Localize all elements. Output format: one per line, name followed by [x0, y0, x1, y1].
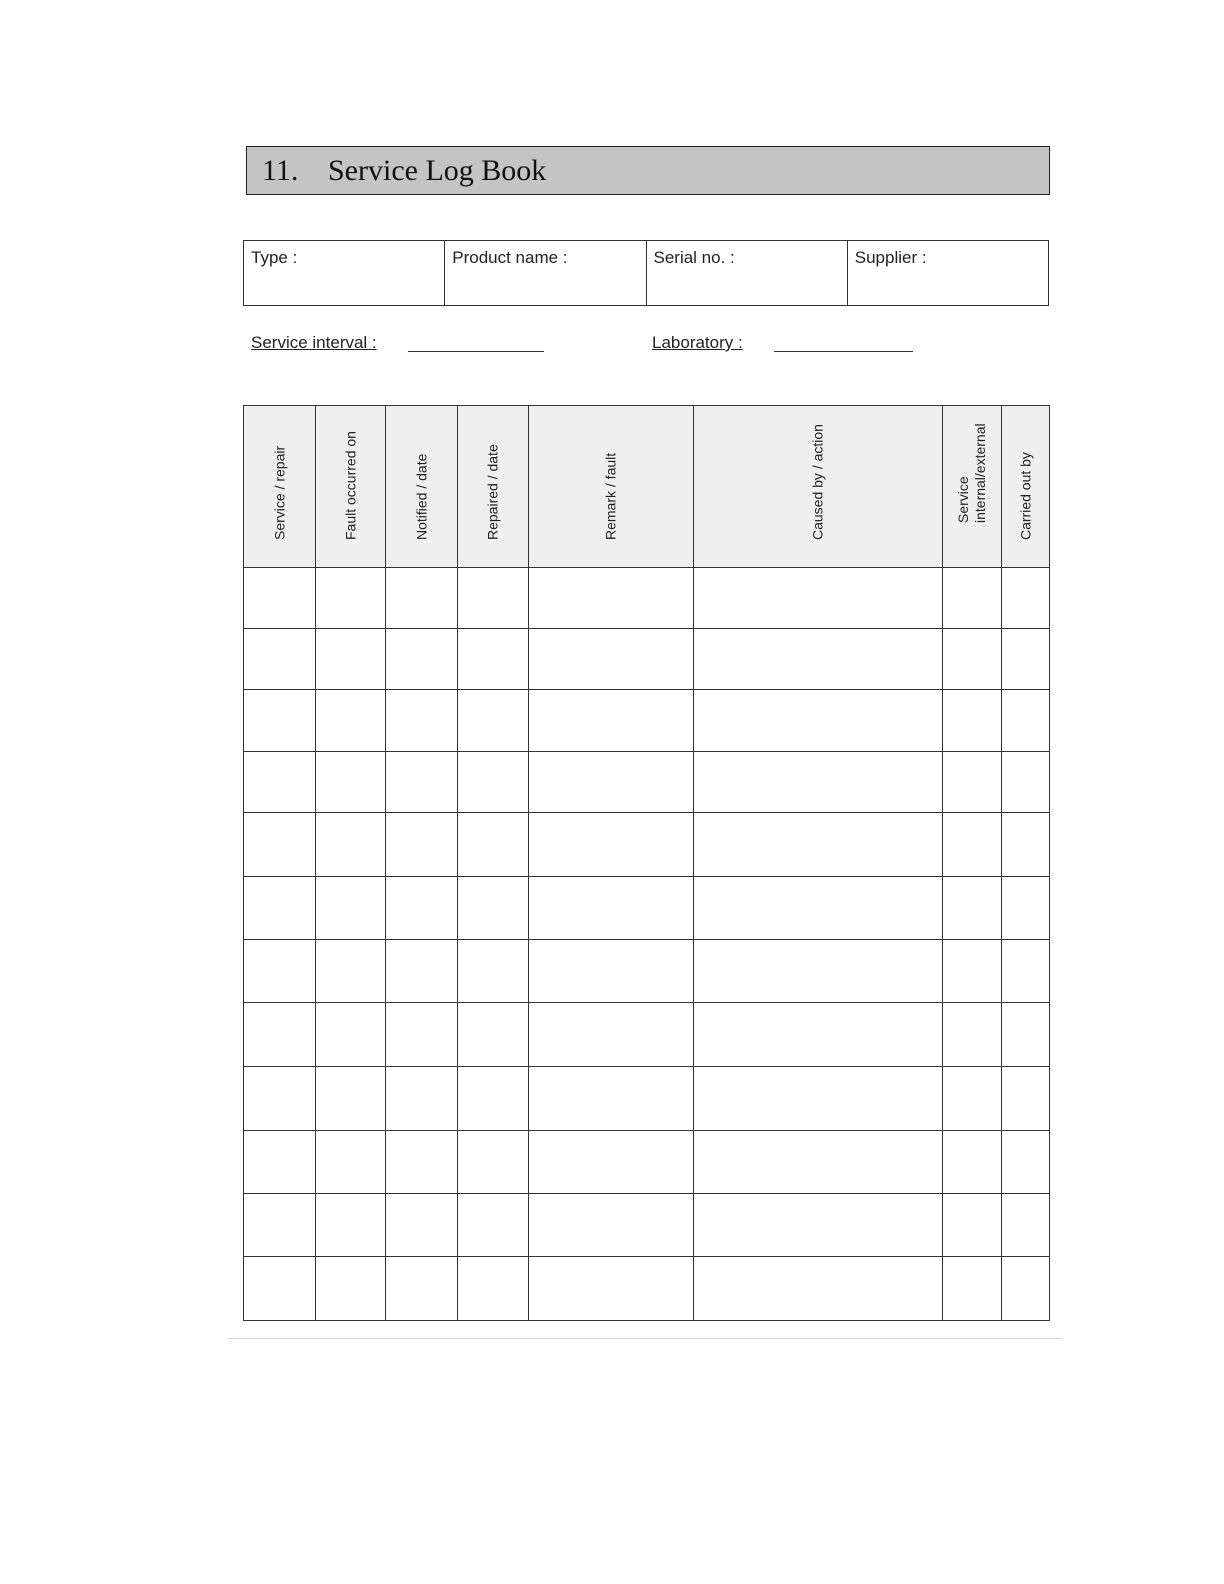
log-cell[interactable]: [386, 690, 458, 752]
log-cell[interactable]: [316, 568, 386, 629]
log-cell[interactable]: [244, 752, 316, 813]
log-cell[interactable]: [943, 629, 1002, 690]
col-label-remark-fault: Remark / fault: [602, 452, 619, 540]
log-cell[interactable]: [386, 1131, 458, 1194]
product-name-label: Product name :: [452, 248, 568, 267]
log-row: [244, 1003, 1050, 1067]
log-cell[interactable]: [529, 813, 694, 877]
log-cell[interactable]: [244, 1131, 316, 1194]
log-cell[interactable]: [943, 940, 1002, 1003]
log-cell[interactable]: [1002, 1131, 1050, 1194]
log-cell[interactable]: [943, 1194, 1002, 1257]
log-cell[interactable]: [386, 877, 458, 940]
col-label-carried-out-by: Carried out by: [1017, 452, 1033, 540]
log-cell[interactable]: [386, 568, 458, 629]
log-cell[interactable]: [943, 690, 1002, 752]
log-row: [244, 877, 1050, 940]
log-cell[interactable]: [943, 568, 1002, 629]
col-header-service-repair: [244, 406, 316, 568]
col-label-fault-occurred: Fault occurred on: [342, 431, 358, 540]
service-log-table: [243, 405, 1050, 1321]
log-cell[interactable]: [458, 813, 529, 877]
log-cell[interactable]: [694, 813, 943, 877]
service-interval-label-wrap: [251, 333, 377, 353]
log-cell[interactable]: [386, 940, 458, 1003]
log-cell[interactable]: [316, 1194, 386, 1257]
log-cell[interactable]: [694, 940, 943, 1003]
log-cell[interactable]: [386, 813, 458, 877]
log-cell[interactable]: [316, 1131, 386, 1194]
log-cell[interactable]: [529, 1131, 694, 1194]
log-cell[interactable]: [458, 752, 529, 813]
log-row: [244, 813, 1050, 877]
log-cell[interactable]: [458, 1194, 529, 1257]
log-cell[interactable]: [694, 1003, 943, 1067]
section-number: 11.: [262, 153, 299, 187]
log-cell[interactable]: [316, 940, 386, 1003]
log-cell[interactable]: [694, 568, 943, 629]
log-cell[interactable]: [694, 752, 943, 813]
log-cell[interactable]: [244, 813, 316, 877]
log-cell[interactable]: [244, 1067, 316, 1131]
log-cell[interactable]: [529, 1194, 694, 1257]
log-cell[interactable]: [244, 690, 316, 752]
col-label-repaired-date: Repaired / date: [484, 444, 501, 540]
log-cell[interactable]: [458, 1003, 529, 1067]
log-row: [244, 1131, 1050, 1194]
log-cell[interactable]: [529, 690, 694, 752]
service-interval-input[interactable]: [408, 351, 544, 352]
log-cell[interactable]: [458, 568, 529, 629]
col-header-service-internal-external: [943, 406, 1002, 568]
log-cell[interactable]: [694, 1067, 943, 1131]
laboratory-label: Laboratory :: [652, 333, 743, 352]
log-cell[interactable]: [529, 752, 694, 813]
supplier-field[interactable]: [848, 241, 1048, 305]
log-cell[interactable]: [943, 1003, 1002, 1067]
log-cell[interactable]: [529, 1003, 694, 1067]
log-cell[interactable]: [1002, 629, 1050, 690]
log-cell[interactable]: [458, 877, 529, 940]
log-cell[interactable]: [694, 877, 943, 940]
log-cell[interactable]: [244, 1257, 316, 1321]
log-cell[interactable]: [244, 1003, 316, 1067]
log-cell[interactable]: [1002, 690, 1050, 752]
col-header-notified-date: [386, 406, 458, 568]
log-cell[interactable]: [316, 690, 386, 752]
col-label-service-repair: Service / repair: [271, 445, 287, 540]
log-cell[interactable]: [1002, 568, 1050, 629]
log-cell[interactable]: [943, 1257, 1002, 1321]
serial-no-field[interactable]: [647, 241, 848, 305]
laboratory-label-wrap: [652, 333, 743, 353]
log-cell[interactable]: [943, 1131, 1002, 1194]
log-cell[interactable]: [244, 629, 316, 690]
col-label-service-internal-external: Service internal/external: [955, 423, 988, 523]
log-cell[interactable]: [386, 752, 458, 813]
log-cell[interactable]: [458, 1131, 529, 1194]
log-cell[interactable]: [943, 813, 1002, 877]
log-cell[interactable]: [529, 940, 694, 1003]
laboratory-input[interactable]: [774, 351, 913, 352]
log-cell[interactable]: [529, 629, 694, 690]
section-title-bar: [246, 146, 1050, 195]
log-cell[interactable]: [316, 813, 386, 877]
log-cell[interactable]: [943, 752, 1002, 813]
log-cell[interactable]: [386, 1257, 458, 1321]
log-cell[interactable]: [694, 1194, 943, 1257]
log-cell[interactable]: [386, 1003, 458, 1067]
log-cell[interactable]: [458, 1257, 529, 1321]
log-cell[interactable]: [458, 1067, 529, 1131]
log-cell[interactable]: [244, 940, 316, 1003]
log-cell[interactable]: [386, 1194, 458, 1257]
log-cell[interactable]: [1002, 1194, 1050, 1257]
col-header-fault-occurred: [316, 406, 386, 568]
service-interval-label: Service interval :: [251, 333, 377, 352]
type-label: Type :: [251, 248, 298, 267]
product-name-field[interactable]: [445, 241, 646, 305]
log-cell[interactable]: [458, 690, 529, 752]
log-body: [244, 568, 1050, 1321]
supplier-label: Supplier :: [854, 248, 927, 267]
log-cell[interactable]: [316, 1257, 386, 1321]
col-label-notified-date: Notified / date: [413, 453, 429, 540]
col-header-caused-by-action: [694, 406, 943, 568]
log-cell[interactable]: [386, 629, 458, 690]
serial-no-label: Serial no. :: [653, 248, 735, 267]
log-row: [244, 752, 1050, 813]
log-row: [244, 568, 1050, 629]
log-cell[interactable]: [529, 1067, 694, 1131]
col-header-repaired-date: [458, 406, 529, 568]
log-cell[interactable]: [458, 629, 529, 690]
log-row: [244, 690, 1050, 752]
log-cell[interactable]: [529, 877, 694, 940]
col-header-remark-fault: [529, 406, 694, 568]
log-cell[interactable]: [694, 690, 943, 752]
log-row: [244, 940, 1050, 1003]
type-field[interactable]: [244, 241, 445, 305]
col-header-carried-out-by: [1002, 406, 1050, 568]
log-cell[interactable]: [529, 568, 694, 629]
log-cell[interactable]: [529, 1257, 694, 1321]
log-row: [244, 629, 1050, 690]
log-row: [244, 1067, 1050, 1131]
log-cell[interactable]: [694, 629, 943, 690]
log-cell[interactable]: [386, 1067, 458, 1131]
log-cell[interactable]: [244, 1194, 316, 1257]
page-bottom-rule: [228, 1338, 1062, 1339]
log-cell[interactable]: [316, 752, 386, 813]
log-row: [244, 1194, 1050, 1257]
log-cell[interactable]: [244, 568, 316, 629]
log-cell[interactable]: [316, 877, 386, 940]
log-cell[interactable]: [1002, 1003, 1050, 1067]
log-row: [244, 1257, 1050, 1321]
log-cell[interactable]: [943, 877, 1002, 940]
col-label-caused-by-action: Caused by / action: [809, 424, 826, 540]
log-cell[interactable]: [316, 1003, 386, 1067]
log-cell[interactable]: [694, 1257, 943, 1321]
product-info-table: [243, 240, 1049, 306]
log-cell[interactable]: [1002, 752, 1050, 813]
log-cell[interactable]: [1002, 877, 1050, 940]
log-cell[interactable]: [694, 1131, 943, 1194]
log-cell[interactable]: [244, 877, 316, 940]
log-cell[interactable]: [1002, 813, 1050, 877]
log-cell[interactable]: [1002, 1257, 1050, 1321]
log-cell[interactable]: [1002, 1067, 1050, 1131]
log-header-row: [244, 406, 1050, 568]
log-cell[interactable]: [943, 1067, 1002, 1131]
log-cell[interactable]: [458, 940, 529, 1003]
log-cell[interactable]: [316, 629, 386, 690]
log-cell[interactable]: [1002, 940, 1050, 1003]
page-title: Service Log Book: [328, 153, 547, 187]
log-cell[interactable]: [316, 1067, 386, 1131]
